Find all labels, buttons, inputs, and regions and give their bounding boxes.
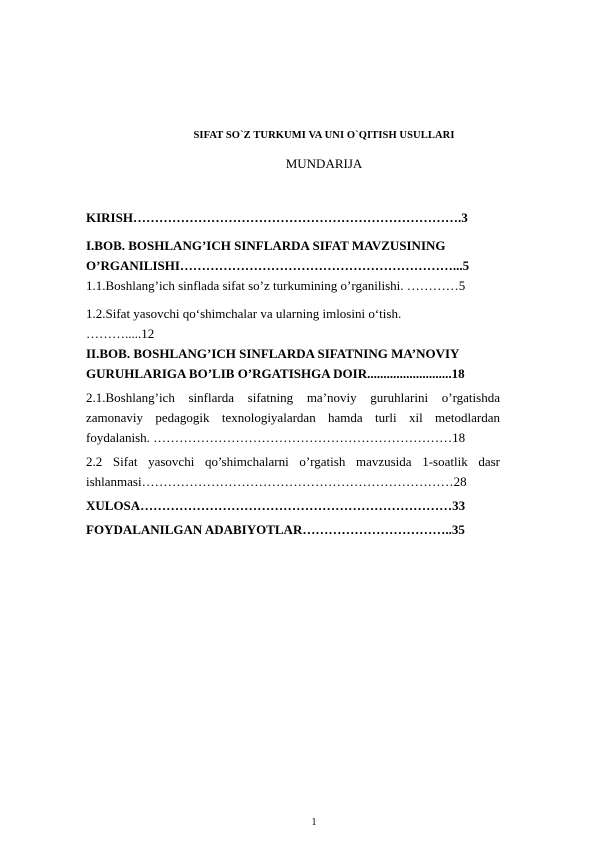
toc-entry-bibliography[interactable]: [86, 520, 500, 540]
toc-entry-chapter-1[interactable]: [86, 236, 500, 276]
toc-entry-label-line2: GURUHLARIGA BO’LIB O’RGATISHGA DOIR..........................18: [86, 366, 465, 381]
document-title: SIFAT SO`Z TURKUMI VA UNI O`QITISH USULLARI: [193, 130, 455, 141]
toc-entry-chapter-2[interactable]: [86, 344, 500, 384]
toc-entry-label: XULOSA………………………………………………………………33: [86, 498, 466, 513]
toc-entry-label-line1: 1.2.Sifat yasovchi qo‘shimchalar va ularning imlosini o‘tish.: [86, 306, 402, 321]
toc-entry-label: 2.1.Boshlang’ich sinflarda sifatning ma’noviy guruhlarini o’rgatishda zamonaviy pedagogik texnologiyalardan hamda turli xil metodlardan foydalanish. ……………………………………………………………18: [86, 390, 500, 445]
toc-entry-label-line2: ……….....12: [86, 326, 155, 341]
toc-entry-section-2-1[interactable]: [86, 388, 500, 448]
toc-entry-section-1-2[interactable]: [86, 304, 500, 344]
toc-entry-label-line1: I.BOB. BOSHLANG’ICH SINFLARDA SIFAT MAVZUSINING: [86, 238, 446, 253]
toc-entry-xulosa[interactable]: [86, 496, 500, 516]
toc-entry-label: 1.1.Boshlang’ich sinflada sifat so’z turkumining o’rganilishi. …………5: [86, 278, 466, 293]
page-number: 1: [311, 817, 317, 828]
toc-entry-label: 2.2 Sifat yasovchi qo’shimchalarni o’rgatish mavzusida 1-soatlik dasr ishlanmasi………………………………………………………………28: [86, 454, 500, 489]
toc-entry-label-line1: II.BOB. BOSHLANG’ICH SINFLARDA SIFATNING MA’NOVIY: [86, 346, 460, 361]
toc-entry-label: KIRISH………………………………………………………………….3: [86, 210, 468, 225]
toc-heading: MUNDARIJA: [285, 156, 363, 171]
table-of-contents: [86, 208, 500, 540]
toc-entry-section-2-2[interactable]: [86, 452, 500, 492]
toc-entry-section-1-1[interactable]: [86, 276, 500, 296]
toc-entry-label: FOYDALANILGAN ADABIYOTLAR……………………………..35: [86, 522, 465, 537]
toc-entry-label-line2: O’RGANILISHI………………………………………………………...5: [86, 258, 470, 273]
toc-entry-kirish[interactable]: [86, 208, 500, 228]
